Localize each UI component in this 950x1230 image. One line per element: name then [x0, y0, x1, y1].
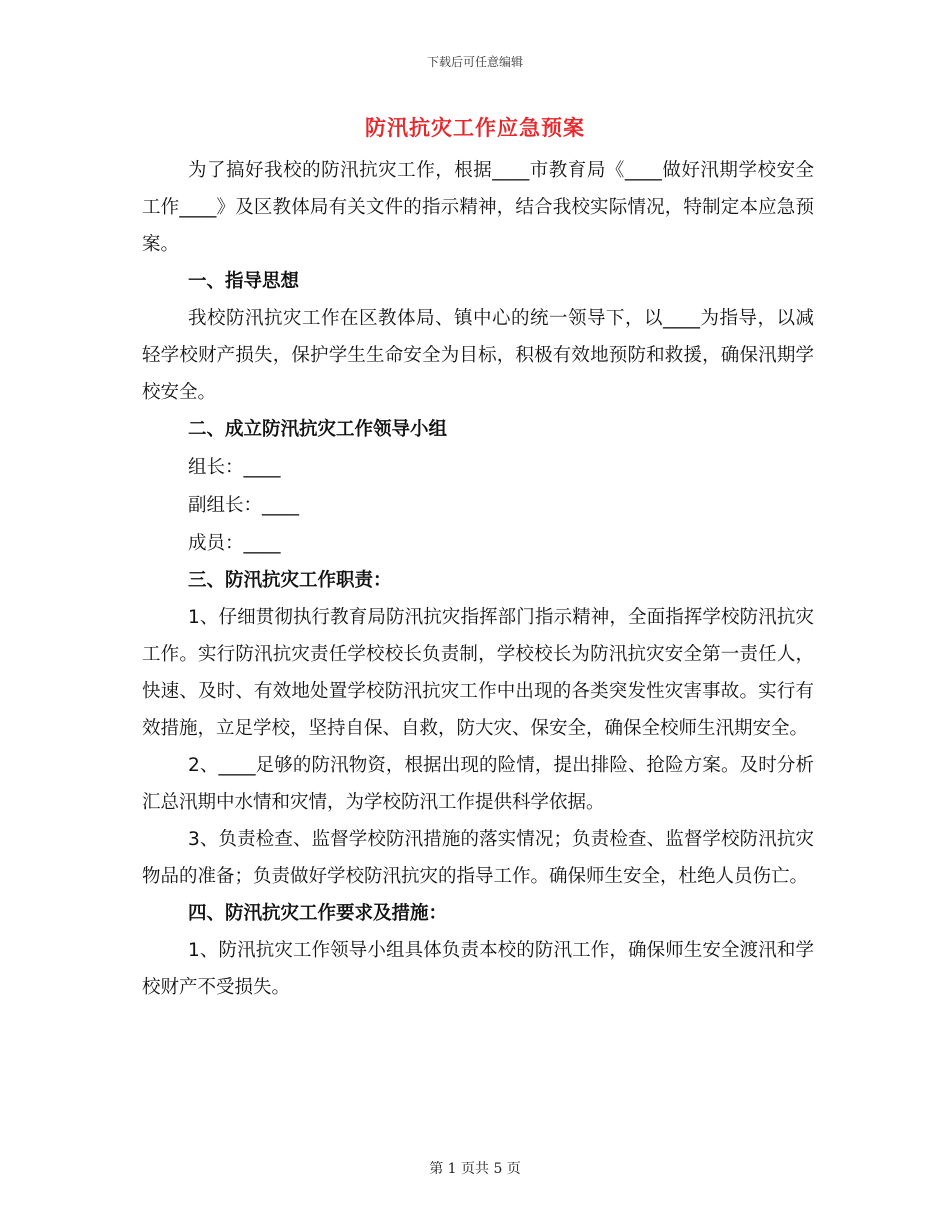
section-1-heading: 一、指导思想: [188, 271, 300, 292]
document-body: [142, 152, 814, 1006]
deputy-value: ____: [262, 495, 300, 516]
deputy-label: 副组长：: [188, 495, 263, 516]
duty-3-paragraph: 3、负责检查、监督学校防汛措施的落实情况；负责检查、监督学校防汛抗灾物品的准备；负责做好学校防汛抗灾的指导工作。确保师生安全，杜绝人员伤亡。: [142, 829, 814, 887]
leader-line: [142, 449, 814, 486]
leader-label: 组长：: [188, 457, 244, 478]
duty-2-paragraph: 2、____足够的防汛物资，根据出现的险情，提出排险、抢险方案。及时分析汇总汛期中水情和灾情，为学校防汛工作提供科学依据。: [142, 755, 814, 813]
deputy-line: [142, 487, 814, 524]
duty-1-paragraph: 1、仔细贯彻执行教育局防汛抗灾指挥部门指示精神，全面指挥学校防汛抗灾工作。实行防汛抗灾责任学校校长负责制，学校校长为防汛抗灾安全第一责任人，快速、及时、有效地处置学校防汛抗灾工作中出现的各类突发性灾害事故。实行有效措施，立足学校，坚持自保、自救，防大灾、保安全，确保全校师生汛期安全。: [142, 607, 814, 739]
member-label: 成员：: [188, 533, 244, 554]
page-footer: 第 1 页共 5 页: [429, 1161, 521, 1177]
header-note: 下载后可任意编辑: [426, 55, 523, 69]
leader-value: ____: [243, 457, 281, 478]
document-title: 防汛抗灾工作应急预案: [365, 116, 585, 140]
member-value: ____: [243, 533, 281, 554]
section-1-paragraph: 我校防汛抗灾工作在区教体局、镇中心的统一领导下，以____为指导，以减轻学校财产损失，保护学生生命安全为目标，积极有效地预防和救援，确保汛期学校安全。: [142, 308, 814, 403]
requirement-1-paragraph: 1、防汛抗灾工作领导小组具体负责本校的防汛工作，确保师生安全渡汛和学校财产不受损失。: [142, 940, 814, 998]
member-line: [142, 525, 814, 562]
section-3-heading: 三、防汛抗灾工作职责：: [188, 570, 392, 591]
section-2-heading: 二、成立防汛抗灾工作领导小组: [188, 419, 448, 440]
intro-paragraph: 为了搞好我校的防汛抗灾工作，根据____市教育局《____做好汛期学校安全工作____》及区教体局有关文件的指示精神，结合我校实际情况，特制定本应急预案。: [142, 160, 814, 255]
section-4-heading: 四、防汛抗灾工作要求及措施：: [188, 903, 448, 924]
